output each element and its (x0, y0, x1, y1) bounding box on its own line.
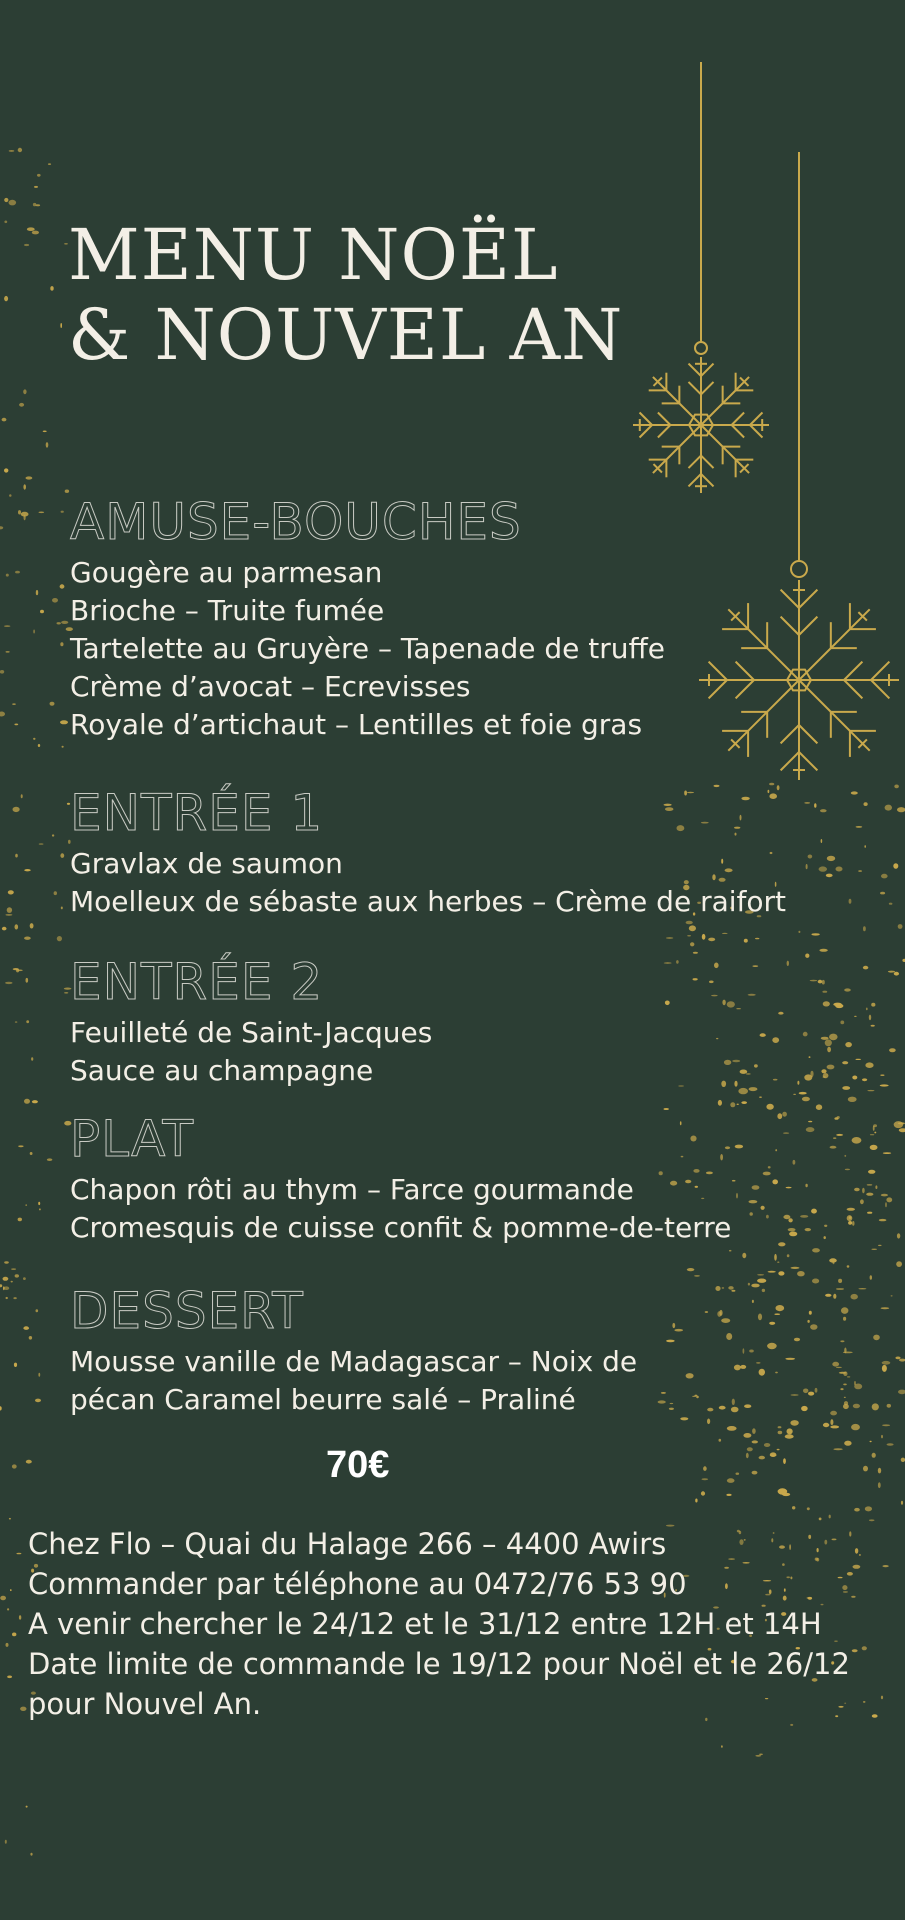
menu-item: pécan Caramel beurre salé – Praliné (70, 1383, 576, 1416)
deadline-line-continued: pour Nouvel An. (28, 1687, 262, 1721)
snowflake-icon (633, 357, 769, 493)
menu-item: Crème d’avocat – Ecrevisses (70, 670, 471, 703)
menu-item: Cromesquis de cuisse confit & pomme-de-terre (70, 1211, 732, 1244)
menu-item: Gougère au parmesan (70, 556, 383, 589)
menu-item: Mousse vanille de Madagascar – Noix de (70, 1345, 638, 1378)
phone-line: Commander par téléphone au 0472/76 53 90 (28, 1567, 687, 1601)
section-amuse-bouches (70, 494, 810, 744)
menu-item: Tartelette au Gruyère – Tapenade de truffe (70, 632, 665, 665)
hanging-ornament-small (633, 62, 769, 493)
section-title: DESSERT (70, 1282, 304, 1340)
section-title: ENTRÉE 2 (70, 953, 324, 1011)
deadline-line: Date limite de commande le 19/12 pour Noël et le 26/12 (28, 1647, 850, 1681)
address-line: Chez Flo – Quai du Halage 266 – 4400 Awirs (28, 1527, 667, 1561)
menu-item: Gravlax de saumon (70, 847, 343, 880)
menu-item: Royale d’artichaut – Lentilles et foie gras (70, 708, 643, 741)
section-dessert (70, 1283, 810, 1419)
section-entree-1 (70, 785, 810, 921)
section-entree-2 (70, 954, 810, 1090)
menu-item: Chapon rôti au thym – Farce gourmande (70, 1173, 634, 1206)
menu-item: Sauce au champagne (70, 1054, 374, 1087)
section-title: PLAT (70, 1110, 195, 1168)
section-title: AMUSE-BOUCHES (70, 493, 522, 551)
menu-title: MENU NOËL & NOUVEL AN (68, 214, 624, 376)
menu-item: Moelleux de sébaste aux herbes – Crème de raifort (70, 885, 787, 918)
section-plat (70, 1111, 810, 1247)
section-title: ENTRÉE 1 (70, 784, 324, 842)
menu-item: Brioche – Truite fumée (70, 594, 385, 627)
contact-info (28, 1524, 898, 1724)
menu-price: 70€ (326, 1444, 390, 1486)
menu-item: Feuilleté de Saint-Jacques (70, 1016, 433, 1049)
pickup-line: A venir chercher le 24/12 et le 31/12 entre 12H et 14H (28, 1607, 822, 1641)
